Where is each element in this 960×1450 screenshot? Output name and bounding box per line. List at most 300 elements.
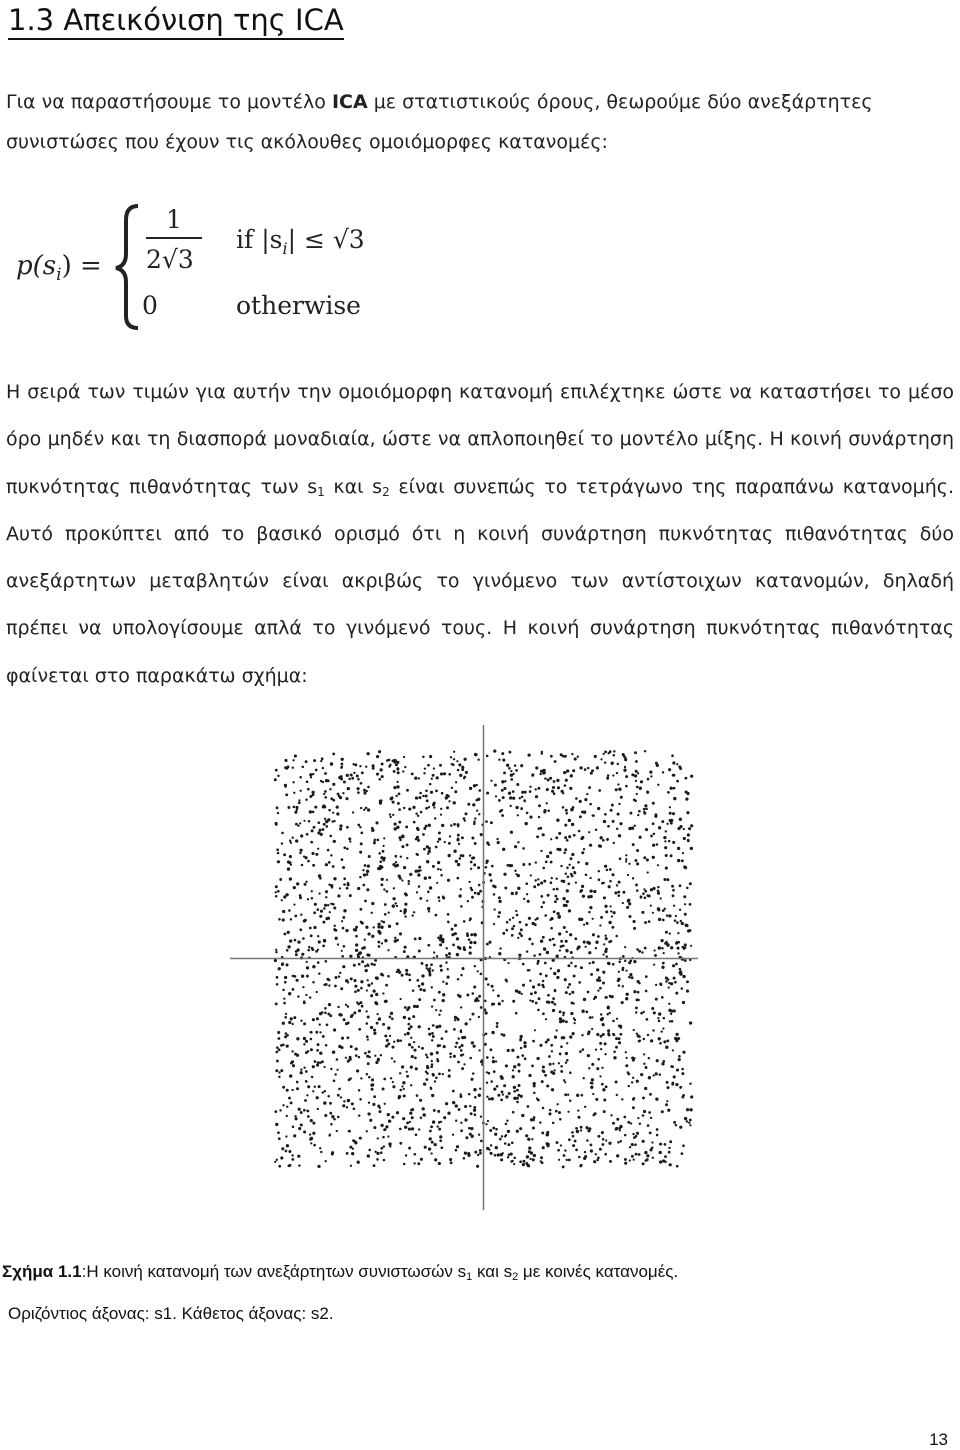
scatter-point	[467, 803, 470, 806]
scatter-point	[463, 758, 466, 761]
scatter-point	[361, 947, 364, 950]
scatter-point	[339, 972, 341, 974]
scatter-point	[316, 1064, 319, 1067]
scatter-point	[393, 786, 396, 789]
scatter-point	[477, 866, 480, 869]
scatter-point	[379, 860, 382, 863]
scatter-point	[525, 923, 528, 926]
scatter-point	[507, 1143, 510, 1146]
scatter-point	[617, 763, 619, 765]
scatter-point	[671, 1083, 674, 1086]
scatter-point	[472, 1013, 475, 1016]
scatter-point	[404, 903, 407, 906]
scatter-point	[416, 1005, 419, 1008]
scatter-point	[384, 1103, 386, 1105]
scatter-point	[350, 773, 353, 776]
scatter-point	[398, 793, 401, 796]
scatter-point	[649, 1148, 652, 1151]
scatter-point	[477, 758, 479, 760]
scatter-point	[278, 1037, 281, 1040]
scatter-point	[605, 937, 608, 940]
scatter-point	[343, 846, 346, 849]
scatter-point	[298, 1108, 301, 1111]
scatter-point	[294, 1115, 296, 1117]
scatter-point	[681, 1068, 684, 1071]
scatter-point	[293, 903, 295, 905]
scatter-point	[332, 799, 335, 802]
scatter-point	[286, 1089, 289, 1092]
scatter-point	[345, 1004, 347, 1006]
scatter-point	[501, 814, 504, 817]
scatter-point	[458, 995, 461, 998]
scatter-point	[324, 772, 327, 775]
scatter-point	[388, 911, 390, 913]
scatter-point	[317, 1061, 320, 1064]
scatter-point	[480, 973, 483, 976]
scatter-point	[413, 1162, 415, 1164]
scatter-point	[394, 827, 397, 830]
scatter-point	[515, 806, 518, 809]
scatter-point	[656, 1134, 659, 1137]
scatter-point	[552, 938, 555, 941]
scatter-point	[390, 1012, 393, 1015]
scatter-point	[343, 909, 346, 912]
scatter-point	[341, 763, 344, 766]
scatter-point	[473, 863, 476, 866]
scatter-point	[470, 861, 473, 864]
scatter-point	[676, 780, 679, 783]
scatter-point	[367, 1112, 370, 1115]
scatter-point	[340, 777, 343, 780]
scatter-point	[404, 1006, 407, 1009]
scatter-point	[367, 808, 370, 811]
scatter-point	[493, 923, 495, 925]
scatter-point	[299, 894, 302, 897]
scatter-point	[377, 926, 380, 929]
scatter-point	[663, 1017, 666, 1020]
scatter-point	[601, 1067, 603, 1069]
scatter-point	[556, 779, 559, 782]
scatter-point	[646, 858, 649, 861]
scatter-point	[532, 1040, 535, 1043]
scatter-point	[552, 786, 555, 789]
scatter-point	[491, 1031, 494, 1034]
scatter-point	[476, 1165, 479, 1168]
scatter-point	[503, 771, 506, 774]
scatter-point	[303, 1022, 306, 1025]
scatter-point	[505, 1064, 508, 1067]
scatter-point	[422, 756, 424, 758]
scatter-point	[470, 933, 473, 936]
scatter-point	[611, 926, 614, 929]
scatter-point	[468, 881, 470, 883]
scatter-point	[574, 937, 577, 940]
scatter-point	[355, 1047, 358, 1050]
formula-condition-1: if $|s_i| \le √3$	[236, 225, 365, 258]
scatter-point	[363, 809, 365, 811]
scatter-point	[460, 974, 463, 977]
scatter-point	[275, 885, 278, 888]
scatter-point	[524, 1057, 527, 1060]
scatter-point	[569, 1099, 571, 1101]
scatter-point	[285, 963, 288, 966]
scatter-point	[461, 1036, 464, 1039]
scatter-point	[616, 1118, 619, 1121]
scatter-point	[579, 815, 582, 818]
scatter-point	[558, 1111, 561, 1114]
scatter-point	[379, 768, 382, 771]
scatter-point	[675, 963, 678, 966]
scatter-point	[368, 1102, 370, 1104]
scatter-point	[611, 804, 614, 807]
scatter-point	[534, 1029, 536, 1031]
scatter-point	[571, 853, 574, 856]
scatter-point	[633, 990, 636, 993]
scatter-point	[565, 931, 567, 933]
scatter-point	[470, 1127, 473, 1130]
scatter-point	[511, 892, 514, 895]
scatter-point	[633, 927, 636, 930]
scatter-point	[391, 796, 394, 799]
scatter-point	[558, 1062, 560, 1064]
scatter-point	[387, 949, 389, 951]
scatter-point	[487, 983, 490, 986]
scatter-point	[518, 991, 521, 994]
scatter-point	[532, 1127, 535, 1130]
scatter-point	[384, 1000, 387, 1003]
scatter-point	[374, 1001, 377, 1004]
scatter-point	[570, 774, 573, 777]
scatter-point	[659, 1143, 662, 1146]
scatter-point	[404, 892, 407, 895]
scatter-point	[454, 1046, 456, 1048]
scatter-point	[564, 978, 567, 981]
scatter-point	[541, 1131, 544, 1134]
scatter-point	[329, 1014, 332, 1017]
scatter-point	[631, 1057, 634, 1060]
scatter-point	[278, 1048, 281, 1051]
scatter-point	[275, 769, 278, 772]
scatter-point	[332, 783, 335, 786]
scatter-point	[653, 1011, 656, 1014]
scatter-point	[670, 982, 673, 985]
scatter-point	[507, 962, 509, 964]
scatter-point	[562, 944, 565, 947]
scatter-point	[550, 861, 553, 864]
scatter-point	[588, 951, 591, 954]
scatter-point	[517, 814, 519, 816]
scatter-point	[507, 1049, 510, 1052]
scatter-point	[322, 767, 324, 769]
scatter-point	[540, 906, 543, 909]
scatter-point	[286, 1106, 288, 1108]
scatter-point	[444, 841, 446, 843]
scatter-point	[675, 1124, 678, 1127]
scatter-point	[322, 945, 325, 948]
scatter-point	[551, 790, 554, 793]
scatter-point	[566, 839, 569, 842]
scatter-point	[448, 800, 450, 802]
scatter-point	[297, 940, 300, 943]
scatter-point	[358, 1114, 360, 1116]
scatter-point	[690, 775, 693, 778]
scatter-point	[395, 795, 397, 797]
scatter-point	[406, 1071, 408, 1073]
scatter-point	[544, 777, 546, 779]
scatter-point	[550, 755, 553, 758]
scatter-point	[625, 775, 628, 778]
scatter-point	[521, 1054, 524, 1057]
scatter-point	[485, 866, 488, 869]
scatter-point	[546, 1085, 549, 1088]
scatter-point	[665, 980, 668, 983]
scatter-point	[314, 1060, 317, 1063]
scatter-point	[337, 1006, 339, 1008]
scatter-point	[378, 852, 381, 855]
scatter-point	[648, 895, 651, 898]
scatter-point	[515, 891, 518, 894]
scatter-point	[469, 1018, 471, 1020]
scatter-point	[425, 964, 428, 967]
scatter-point	[342, 927, 345, 930]
scatter-point	[601, 1083, 604, 1086]
scatter-point	[507, 1130, 510, 1133]
scatter-point	[432, 1120, 435, 1123]
scatter-point	[284, 933, 287, 936]
scatter-point	[473, 784, 476, 787]
scatter-point	[410, 1025, 413, 1028]
scatter-point	[636, 889, 639, 892]
scatter-point	[553, 888, 556, 891]
scatter-point	[644, 804, 647, 807]
scatter-point	[357, 791, 360, 794]
scatter-point	[537, 983, 540, 986]
scatter-point	[366, 989, 368, 991]
scatter-point	[581, 885, 584, 888]
scatter-point	[584, 946, 586, 948]
scatter-point	[346, 848, 349, 851]
scatter-point	[562, 806, 565, 809]
scatter-point	[303, 1037, 306, 1040]
scatter-point	[540, 1156, 543, 1159]
scatter-point	[464, 1151, 467, 1154]
scatter-point	[618, 894, 621, 897]
scatter-point	[689, 882, 692, 885]
scatter-point	[526, 950, 528, 952]
scatter-point	[493, 1088, 496, 1091]
scatter-point	[288, 909, 291, 912]
scatter-point	[553, 972, 556, 975]
scatter-point	[595, 947, 597, 949]
scatter-point	[489, 1048, 492, 1051]
scatter-point	[546, 802, 548, 804]
scatter-point	[348, 778, 351, 781]
scatter-point	[531, 773, 534, 776]
scatter-point	[659, 1151, 662, 1154]
scatter-point	[367, 932, 370, 935]
scatter-point	[541, 984, 544, 987]
scatter-point	[474, 1096, 477, 1099]
scatter-point	[502, 932, 505, 935]
scatter-point	[683, 948, 685, 950]
scatter-point	[333, 1079, 336, 1082]
scatter-point	[349, 1146, 352, 1149]
scatter-point	[668, 914, 671, 917]
scatter-point	[429, 967, 431, 969]
scatter-point	[559, 949, 561, 951]
scatter-point	[382, 921, 385, 924]
scatter-point	[624, 1162, 627, 1165]
scatter-point	[536, 1097, 538, 1099]
scatter-point	[430, 1052, 433, 1055]
scatter-point	[359, 765, 361, 767]
scatter-point	[420, 811, 423, 814]
scatter-point	[574, 757, 577, 760]
scatter-point	[534, 788, 536, 790]
scatter-point	[616, 828, 618, 830]
scatter-point	[279, 878, 282, 881]
scatter-point	[286, 1034, 289, 1037]
scatter-point	[401, 845, 404, 848]
scatter-point	[275, 1002, 278, 1005]
scatter-point	[308, 946, 310, 948]
scatter-point	[502, 1093, 504, 1095]
scatter-point	[378, 945, 381, 948]
scatter-point	[435, 846, 438, 849]
scatter-point	[490, 1144, 492, 1146]
scatter-point	[609, 1160, 612, 1163]
scatter-point	[275, 891, 277, 893]
scatter-point	[285, 767, 288, 770]
scatter-point	[296, 1037, 299, 1040]
scatter-point	[294, 939, 297, 942]
scatter-point	[602, 839, 605, 842]
scatter-point	[627, 1121, 630, 1124]
scatter-point	[418, 777, 420, 779]
scatter-point	[397, 1039, 400, 1042]
scatter-point	[309, 1133, 311, 1135]
scatter-point	[441, 824, 444, 827]
scatter-point	[669, 819, 672, 822]
scatter-point	[431, 986, 433, 988]
scatter-point	[276, 1060, 279, 1063]
scatter-point	[328, 809, 331, 812]
scatter-point	[300, 1111, 303, 1114]
scatter-point	[440, 874, 443, 877]
scatter-point	[506, 921, 509, 924]
scatter-point	[452, 1134, 454, 1136]
scatter-point	[563, 771, 566, 774]
scatter-point	[549, 777, 552, 780]
scatter-point	[296, 948, 299, 951]
scatter-point	[574, 965, 577, 968]
scatter-point	[424, 767, 426, 769]
scatter-point	[279, 1109, 281, 1111]
scatter-point	[311, 890, 313, 892]
scatter-point	[383, 1159, 386, 1162]
scatter-point	[411, 772, 414, 775]
scatter-point	[677, 941, 680, 944]
scatter-point	[664, 1143, 667, 1146]
scatter-point	[537, 878, 539, 880]
body-text-2: και s	[324, 475, 383, 498]
scatter-point	[295, 1117, 298, 1120]
scatter-point	[583, 811, 586, 814]
scatter-point	[581, 1010, 584, 1013]
scatter-point	[547, 779, 550, 782]
scatter-point	[357, 824, 360, 827]
scatter-point	[660, 939, 663, 942]
scatter-point	[379, 1110, 382, 1113]
scatter-point	[323, 793, 325, 795]
scatter-point	[513, 925, 515, 927]
scatter-point	[512, 790, 515, 793]
scatter-point	[550, 881, 553, 884]
scatter-point	[435, 1025, 438, 1028]
intro-text-after: με στατιστικούς όρους, θεωρούμε δύο ανεξάρτητες συνιστώσες που έχουν τις ακόλουθες ομοιόμορφες κατανομές:	[6, 91, 873, 153]
scatter-point	[295, 839, 298, 842]
scatter-point	[396, 922, 399, 925]
scatter-point	[599, 1042, 602, 1045]
scatter-point	[275, 951, 277, 953]
scatter-point	[522, 847, 525, 850]
scatter-point	[615, 1037, 618, 1040]
scatter-point	[634, 859, 637, 862]
scatter-point	[532, 985, 535, 988]
scatter-point	[376, 1022, 379, 1025]
scatter-point	[336, 1069, 338, 1071]
scatter-point	[542, 1146, 545, 1149]
scatter-point	[485, 1032, 488, 1035]
scatter-point	[359, 1137, 362, 1140]
scatter-point	[602, 1143, 605, 1146]
scatter-point	[498, 911, 501, 914]
scatter-point	[355, 935, 358, 938]
scatter-point	[479, 1088, 481, 1090]
scatter-point	[605, 910, 608, 913]
scatter-point	[618, 834, 621, 837]
scatter-point	[354, 990, 357, 993]
scatter-point	[519, 1127, 522, 1130]
scatter-point	[533, 1154, 536, 1157]
scatter-point	[624, 758, 627, 761]
scatter-point	[646, 1154, 649, 1157]
scatter-point	[513, 1157, 516, 1160]
scatter-point	[433, 802, 436, 805]
scatter-point	[396, 785, 399, 788]
scatter-point	[474, 1151, 477, 1154]
scatter-point	[339, 828, 342, 831]
scatter-point	[520, 764, 523, 767]
scatter-point	[387, 1026, 390, 1029]
scatter-point	[603, 896, 606, 899]
scatter-point	[606, 1013, 609, 1016]
scatter-point	[316, 1049, 319, 1052]
scatter-point	[643, 812, 646, 815]
scatter-point	[419, 1099, 422, 1102]
scatter-point	[342, 792, 344, 794]
scatter-point	[684, 943, 687, 946]
scatter-point	[432, 1024, 435, 1027]
scatter-point	[473, 933, 476, 936]
scatter-point	[627, 899, 630, 902]
scatter-point	[385, 1044, 388, 1047]
scatter-point	[453, 758, 455, 760]
scatter-point	[370, 1083, 373, 1086]
scatter-point	[602, 953, 604, 955]
scatter-point	[408, 1128, 411, 1131]
scatter-point	[502, 796, 505, 799]
